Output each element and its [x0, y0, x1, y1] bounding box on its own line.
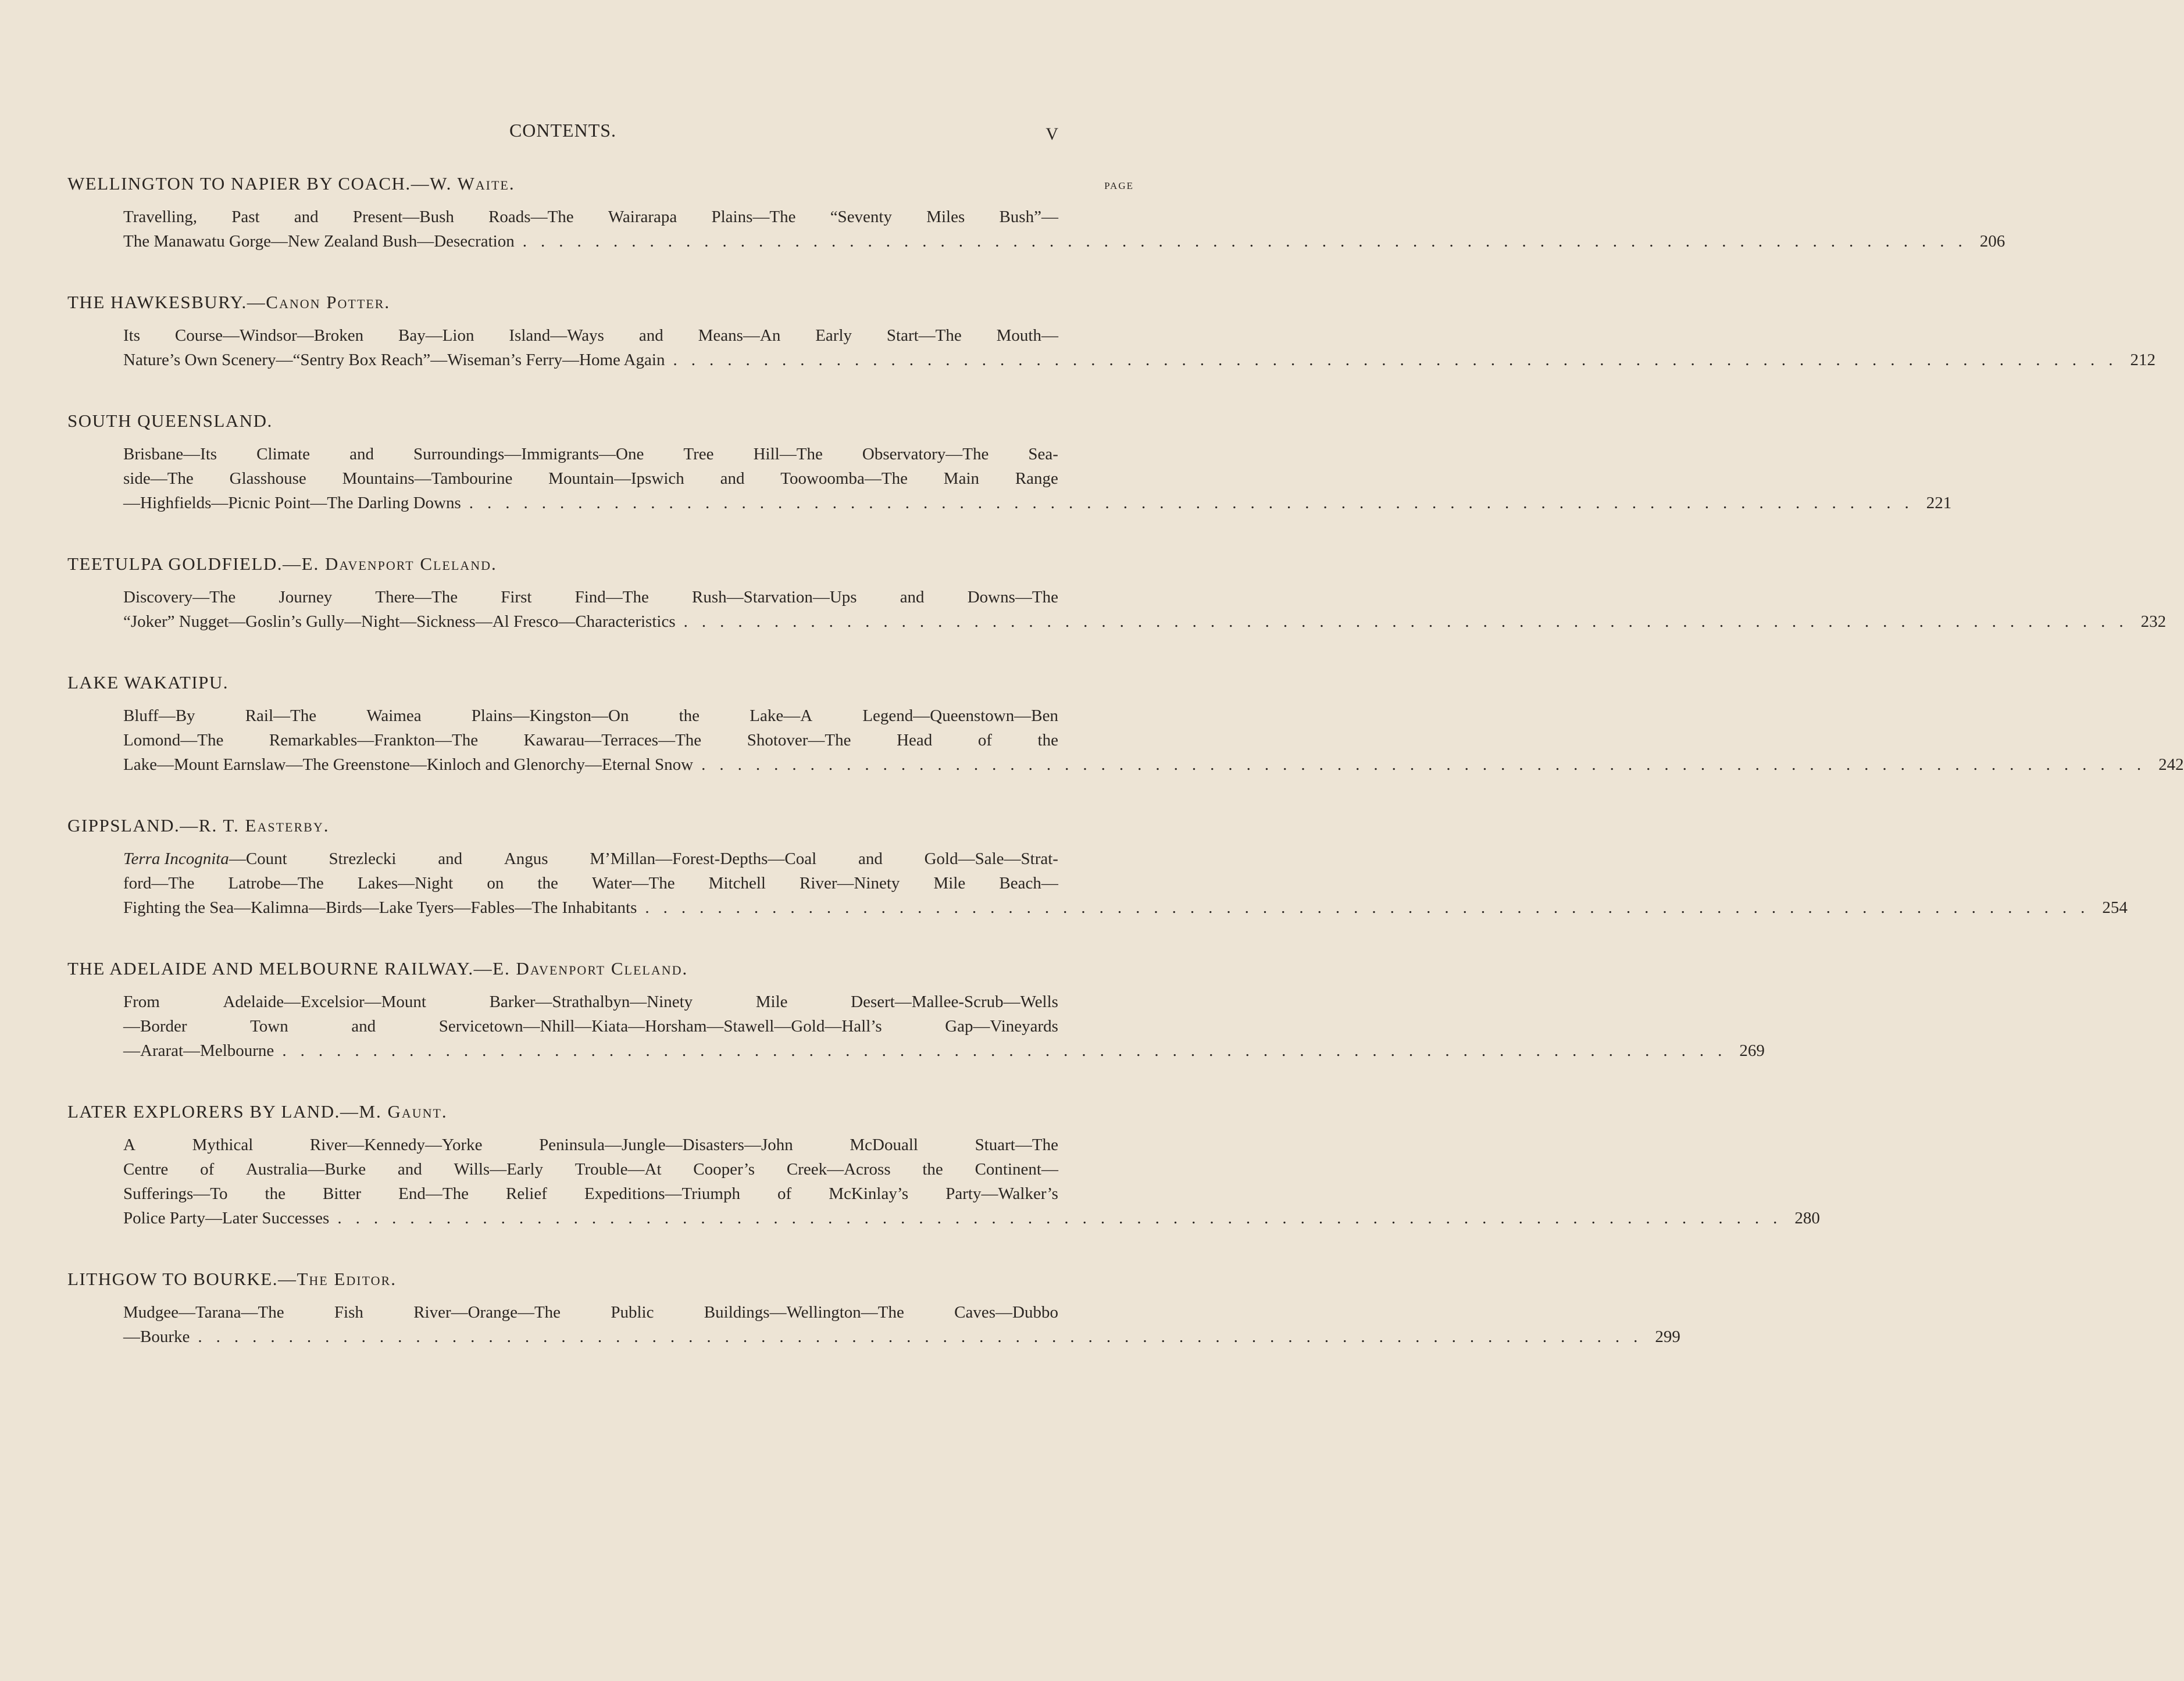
word: of: [977, 731, 992, 750]
entry-summary: [123, 205, 2005, 254]
word: Trouble—At: [574, 1160, 662, 1179]
entry-author: Canon Potter.: [266, 292, 391, 312]
page-title: CONTENTS.: [509, 120, 617, 141]
entry-heading: [67, 1268, 1058, 1291]
entry-author: E. Davenport Cleland.: [301, 554, 497, 574]
entry-author: The Editor.: [297, 1269, 397, 1289]
entry-title: LATER EXPLORERS BY LAND.—: [67, 1101, 359, 1122]
word: Course—Windsor—Broken: [174, 326, 364, 345]
contents-entry: [67, 291, 2156, 372]
word: First: [501, 588, 532, 606]
word: Party—Walker’s: [945, 1184, 1058, 1203]
word: Rush—Starvation—Ups: [691, 588, 857, 606]
entry-heading: [67, 957, 1058, 980]
summary-line: [123, 1133, 1058, 1157]
word: Australia—Burke: [245, 1160, 366, 1179]
word: Adelaide—Excelsior—Mount: [223, 993, 426, 1011]
summary-line: [123, 323, 1058, 348]
word: Angus: [504, 850, 548, 868]
entry-title: GIPPSLAND.—: [67, 815, 199, 836]
summary-line: [123, 1157, 1058, 1182]
summary-text: —Ararat—Melbourne: [123, 1041, 274, 1060]
page-column-label: PAGE: [1104, 180, 1134, 191]
word: of: [200, 1160, 215, 1179]
summary-last-line: [123, 752, 2184, 777]
word: and: [349, 445, 374, 463]
contents-entry: [67, 957, 1765, 1063]
summary-last-line: [123, 1206, 1820, 1230]
word: Stuart—The: [975, 1136, 1058, 1154]
page-number: 212: [2130, 351, 2156, 369]
word: Fish: [334, 1303, 363, 1322]
word: McKinlay’s: [829, 1184, 909, 1203]
word: Plains—Kingston—On: [471, 706, 629, 725]
summary-last-line: [123, 1038, 1765, 1063]
word: Town: [250, 1017, 288, 1036]
summary-line: [123, 205, 1058, 229]
entry-heading: [67, 552, 1058, 576]
entry-summary: [123, 990, 1765, 1063]
summary-line: [123, 990, 1058, 1014]
word: and: [900, 588, 925, 606]
word: Bay—Lion: [398, 326, 474, 345]
page-number: 242: [2158, 755, 2184, 774]
word: Lakes—Night: [357, 874, 454, 893]
word: on: [487, 874, 504, 893]
entry-summary: [123, 1133, 1820, 1230]
entry-heading: [67, 409, 1058, 433]
word: —Border: [123, 1017, 187, 1036]
summary-last-line: [123, 895, 2128, 920]
word: Strezlecki: [329, 850, 397, 868]
page-number: 232: [2140, 612, 2167, 631]
summary-text: —Bourke: [123, 1327, 190, 1346]
word: “Seventy: [830, 208, 892, 226]
word: Glasshouse: [229, 469, 306, 488]
summary-last-line: [123, 1325, 1680, 1349]
word: M’Millan—Forest-Depths—Coal: [590, 850, 817, 868]
word: and: [858, 850, 883, 868]
contents-entry: [67, 552, 2167, 634]
word: Mudgee—Tarana—The: [123, 1303, 284, 1322]
word: Start—The: [886, 326, 962, 345]
word: From: [123, 993, 160, 1011]
entry-author: E. Davenport Cleland.: [493, 958, 688, 979]
word: Its: [123, 326, 140, 345]
entry-heading: [67, 172, 1058, 195]
word: Mile: [933, 874, 966, 893]
entry-summary: [123, 1300, 1680, 1349]
entry-summary: [123, 442, 1952, 515]
dot-leader: ................................................................................: [701, 755, 2156, 774]
word: Bluff—By: [123, 706, 195, 725]
word: the: [537, 874, 558, 893]
summary-line: [123, 704, 1058, 728]
summary-last-line: [123, 609, 2167, 634]
entry-title: LITHGOW TO BOURKE.—: [67, 1269, 297, 1289]
word: Sea-: [1028, 445, 1058, 463]
word: Wills—Early: [454, 1160, 543, 1179]
word: Main: [943, 469, 979, 488]
dot-leader: ................................................................................: [469, 494, 1923, 512]
word: Toowoomba—The: [780, 469, 908, 488]
dot-leader: ................................................................................: [337, 1209, 1792, 1227]
word: Island—Ways: [509, 326, 604, 345]
summary-line: [123, 1182, 1058, 1206]
word: River—Ninety: [800, 874, 900, 893]
word: Centre: [123, 1160, 169, 1179]
word: Peninsula—Jungle—Disasters—John: [539, 1136, 793, 1154]
word: side—The: [123, 469, 194, 488]
dot-leader: ................................................................................: [683, 612, 2137, 631]
word: Wairarapa: [608, 208, 677, 226]
word: Expeditions—Triumph: [584, 1184, 740, 1203]
contents-entry: [67, 671, 2184, 777]
dot-leader: ................................................................................: [522, 232, 1976, 251]
summary-text: Lake—Mount Earnslaw—The Greenstone—Kinloch and Glenorchy—Eternal Snow: [123, 755, 694, 774]
word: Roads—The: [488, 208, 574, 226]
summary-text: The Manawatu Gorge—New Zealand Bush—Desecration: [123, 232, 515, 251]
word: Bitter: [323, 1184, 362, 1203]
word: Public: [611, 1303, 654, 1322]
word: Observatory—The: [862, 445, 989, 463]
page-number: 269: [1739, 1041, 1765, 1060]
word: Head: [897, 731, 933, 750]
word: and: [638, 326, 663, 345]
word: Mythical: [192, 1136, 254, 1154]
contents-entry: [67, 814, 2128, 920]
page-number: 206: [1979, 232, 2005, 251]
summary-text: Fighting the Sea—Kalimna—Birds—Lake Tyers—Fables—The Inhabitants: [123, 898, 637, 917]
word: and: [294, 208, 319, 226]
word: Range: [1015, 469, 1058, 488]
word: Early: [815, 326, 852, 345]
word: Surroundings—Immigrants—One: [413, 445, 644, 463]
word: Servicetown—Nhill—Kiata—Horsham—Stawell—Gold—Hall’s: [438, 1017, 882, 1036]
dot-leader: ................................................................................: [673, 351, 2127, 369]
summary-line: [123, 847, 1058, 871]
word: Water—The: [591, 874, 675, 893]
entry-heading: [67, 814, 1058, 837]
dot-leader: ................................................................................: [645, 898, 2099, 917]
word: There—The: [375, 588, 458, 606]
entry-summary: [123, 323, 2156, 372]
word: Present—Bush: [352, 208, 454, 226]
word: Sufferings—To: [123, 1184, 228, 1203]
entry-author: M. Gaunt.: [359, 1101, 448, 1122]
word: River—Kennedy—Yorke: [309, 1136, 483, 1154]
word: the: [922, 1160, 943, 1179]
word: and: [720, 469, 745, 488]
word: and: [351, 1017, 376, 1036]
word: the: [1037, 731, 1058, 750]
summary-line: [123, 728, 1058, 752]
word: Creek—Across: [786, 1160, 891, 1179]
word: Legend—Queenstown—Ben: [862, 706, 1058, 725]
word: Cooper’s: [693, 1160, 755, 1179]
summary-line: [123, 585, 1058, 609]
word: Past: [231, 208, 260, 226]
entry-title: TEETULPA GOLDFIELD.—: [67, 554, 302, 574]
word: of: [777, 1184, 792, 1203]
word: ford—The: [123, 874, 195, 893]
word: Remarkables—Frankton—The: [269, 731, 479, 750]
word: Beach—: [999, 874, 1058, 893]
entry-title: WELLINGTON TO NAPIER BY COACH.—: [67, 173, 430, 194]
entry-heading: [67, 291, 1058, 314]
word: Means—An: [698, 326, 781, 345]
word: and: [397, 1160, 422, 1179]
word: Mitchell: [708, 874, 766, 893]
word: Buildings—Wellington—The: [704, 1303, 904, 1322]
word: Tree: [683, 445, 714, 463]
word: Discovery—The: [123, 588, 236, 606]
word: Lake—A: [750, 706, 813, 725]
word: Travelling,: [123, 208, 198, 226]
word: Shotover—The: [747, 731, 851, 750]
summary-text: Nature’s Own Scenery—“Sentry Box Reach”—Wiseman’s Ferry—Home Again: [123, 351, 665, 369]
word: and: [438, 850, 463, 868]
word: River—Orange—The: [413, 1303, 561, 1322]
contents-entry: [67, 1268, 1680, 1349]
page-number: 254: [2102, 898, 2128, 917]
word: Desert—Mallee-Scrub—Wells: [851, 993, 1058, 1011]
summary-line: [123, 1300, 1058, 1325]
word: Relief: [506, 1184, 547, 1203]
entry-author: W. Waite.: [430, 173, 515, 194]
word: Find—The: [574, 588, 649, 606]
word: the: [265, 1184, 286, 1203]
word: —Count: [229, 850, 287, 868]
word: Brisbane—Its: [123, 445, 217, 463]
word: End—The: [398, 1184, 469, 1203]
entry-title: LAKE WAKATIPU.: [67, 672, 229, 693]
word: Hill—The: [753, 445, 823, 463]
entry-heading: [67, 671, 1058, 694]
word: A: [123, 1136, 135, 1154]
word: Rail—The: [245, 706, 317, 725]
word: Bush”—: [999, 208, 1058, 226]
dot-leader: ................................................................................: [282, 1041, 1736, 1060]
word: the: [679, 706, 700, 725]
word: Latrobe—The: [228, 874, 324, 893]
page-number: 280: [1794, 1209, 1820, 1227]
entry-title: SOUTH QUEENSLAND.: [67, 411, 273, 431]
summary-last-line: [123, 229, 2005, 254]
word: Mouth—: [996, 326, 1058, 345]
entry-heading: [67, 1100, 1058, 1123]
running-head: [67, 120, 1058, 145]
contents-entry: [67, 1100, 1820, 1230]
entry-summary: [123, 585, 2167, 634]
word: Mountains—Tambourine: [342, 469, 513, 488]
entry-summary: [123, 847, 2128, 920]
page-number: 299: [1655, 1327, 1680, 1346]
word: Continent—: [975, 1160, 1058, 1179]
word: Waimea: [366, 706, 422, 725]
dot-leader: ................................................................................: [198, 1327, 1652, 1346]
contents-entry: [67, 409, 1952, 515]
entry-author: R. T. Easterby.: [198, 815, 330, 836]
word: Plains—The: [711, 208, 796, 226]
summary-line: [123, 466, 1058, 491]
word: Climate: [256, 445, 310, 463]
summary-last-line: [123, 348, 2156, 372]
summary-text: —Highfields—Picnic Point—The Darling Downs: [123, 494, 461, 512]
entry-title: THE HAWKESBURY.—: [67, 292, 266, 312]
italic-lead: Terra Incognita: [123, 850, 229, 868]
summary-last-line: [123, 491, 1952, 515]
word: Miles: [926, 208, 965, 226]
word: Downs—The: [967, 588, 1058, 606]
folio-number: V: [1045, 124, 1058, 144]
word: Gap—Vineyards: [945, 1017, 1058, 1036]
summary-text: Police Party—Later Successes: [123, 1209, 330, 1227]
page-number: 221: [1926, 494, 1952, 512]
word: Journey: [279, 588, 333, 606]
summary-text: “Joker” Nugget—Goslin’s Gully—Night—Sickness—Al Fresco—Characteristics: [123, 612, 676, 631]
word: Mile: [755, 993, 788, 1011]
word: Mountain—Ipswich: [548, 469, 684, 488]
word: Gold—Sale—Strat-: [924, 850, 1058, 868]
word: [123, 847, 287, 871]
summary-line: [123, 442, 1058, 466]
entry-title: THE ADELAIDE AND MELBOURNE RAILWAY.—: [67, 958, 493, 979]
word: Lomond—The: [123, 731, 224, 750]
word: Barker—Strathalbyn—Ninety: [489, 993, 693, 1011]
entry-summary: [123, 704, 2184, 777]
summary-line: [123, 1014, 1058, 1038]
word: Kawarau—Terraces—The: [523, 731, 702, 750]
summary-line: [123, 871, 1058, 895]
word: McDouall: [850, 1136, 918, 1154]
word: Caves—Dubbo: [954, 1303, 1058, 1322]
